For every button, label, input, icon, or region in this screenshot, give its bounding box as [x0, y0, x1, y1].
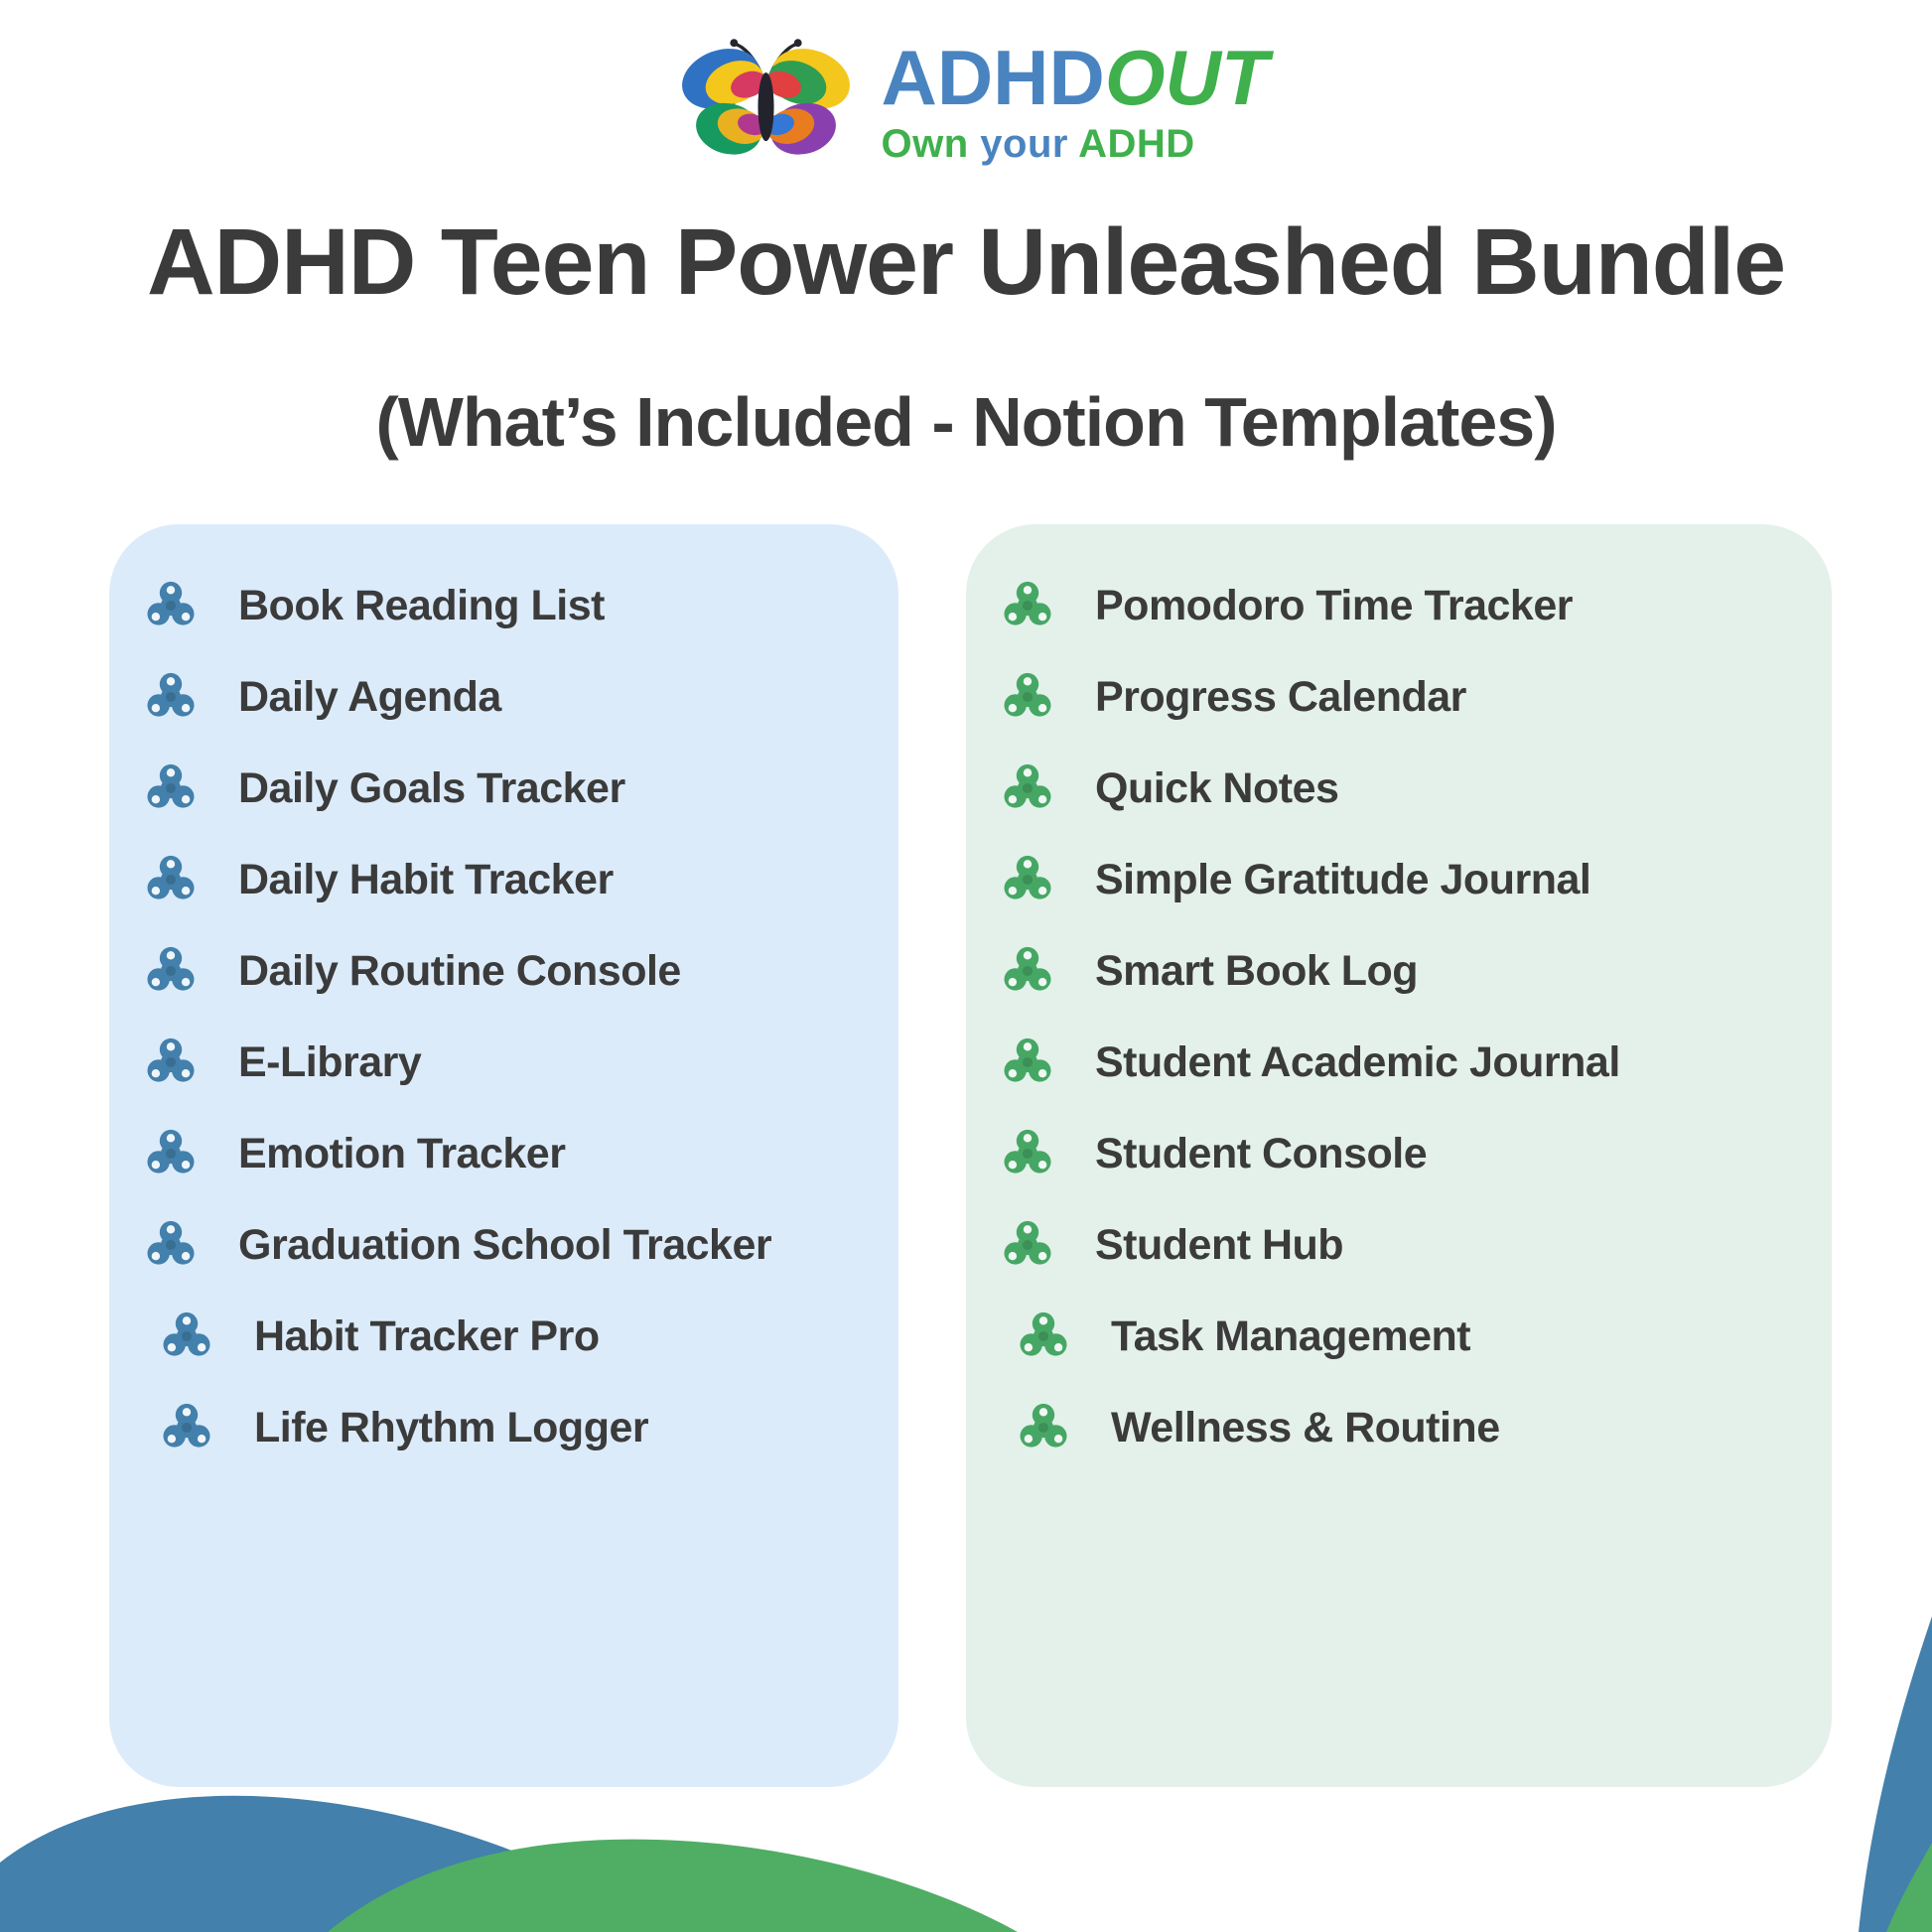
list-item [966, 834, 1832, 925]
fidget-spinner-icon [143, 760, 199, 816]
fidget-spinner-icon [1000, 1126, 1055, 1181]
page-title: ADHD Teen Power Unleashed Bundle [146, 209, 1786, 315]
template-name: Daily Agenda [238, 672, 501, 721]
template-name: Daily Habit Tracker [238, 855, 614, 903]
page-subtitle: (What’s Included - Notion Templates) [375, 383, 1557, 461]
fidget-spinner-icon [1000, 578, 1055, 633]
template-name: Daily Goals Tracker [238, 763, 625, 812]
fidget-spinner-icon [143, 1126, 199, 1181]
template-list-right [966, 524, 1832, 1473]
template-name: Simple Gratitude Journal [1095, 855, 1591, 903]
brand-word-out: OUT [1104, 33, 1269, 121]
list-item [109, 834, 898, 925]
list-item [966, 743, 1832, 834]
template-name: Pomodoro Time Tracker [1095, 581, 1573, 629]
butterfly-logo-icon [664, 34, 868, 171]
template-name: Graduation School Tracker [238, 1220, 772, 1269]
template-name: Life Rhythm Logger [254, 1403, 649, 1451]
bottom-right-wave [1803, 1604, 1932, 1932]
included-panel-left [109, 524, 898, 1787]
list-item [109, 651, 898, 743]
list-item [966, 560, 1832, 651]
brand-logo [0, 0, 1932, 171]
fidget-spinner-icon [143, 578, 199, 633]
fidget-spinner-icon [1000, 1035, 1055, 1090]
fidget-spinner-icon [1000, 669, 1055, 725]
list-item [109, 560, 898, 651]
brand-name [881, 33, 1269, 121]
fidget-spinner-icon [1000, 852, 1055, 907]
template-name: Habit Tracker Pro [254, 1311, 600, 1360]
fidget-spinner-icon [159, 1400, 214, 1455]
template-name: Daily Routine Console [238, 946, 681, 995]
template-name: Book Reading List [238, 581, 605, 629]
fidget-spinner-icon [1000, 760, 1055, 816]
brand-word-adhd: ADHD [881, 33, 1105, 121]
fidget-spinner-icon [143, 669, 199, 725]
template-name: Quick Notes [1095, 763, 1339, 812]
list-item [966, 925, 1832, 1017]
list-item [966, 1199, 1832, 1291]
tagline-word: ADHD [1078, 121, 1195, 166]
template-name: E-Library [238, 1037, 422, 1086]
fidget-spinner-icon [1000, 1217, 1055, 1273]
tagline-word: Own [881, 121, 969, 166]
fidget-spinner-icon [1000, 943, 1055, 999]
list-item [109, 1017, 898, 1108]
list-item [966, 1382, 1832, 1473]
template-name: Smart Book Log [1095, 946, 1419, 995]
list-item [109, 1291, 898, 1382]
list-item [966, 1291, 1832, 1382]
template-name: Student Console [1095, 1129, 1428, 1177]
template-list-left [109, 524, 898, 1473]
fidget-spinner-icon [1016, 1309, 1071, 1364]
list-item [109, 743, 898, 834]
fidget-spinner-icon [1016, 1400, 1071, 1455]
template-name: Emotion Tracker [238, 1129, 566, 1177]
brand-tagline [882, 122, 1269, 167]
brand-text-block [881, 33, 1269, 167]
list-item [966, 1017, 1832, 1108]
list-item [109, 1199, 898, 1291]
template-name: Student Academic Journal [1095, 1037, 1620, 1086]
bottom-left-wave [0, 1773, 1092, 1932]
tagline-word: your [980, 121, 1068, 166]
list-item [109, 925, 898, 1017]
list-item [966, 1108, 1832, 1199]
fidget-spinner-icon [143, 1217, 199, 1273]
list-item [109, 1382, 898, 1473]
fidget-spinner-icon [143, 1035, 199, 1090]
list-item [109, 1108, 898, 1199]
template-name: Wellness & Routine [1111, 1403, 1500, 1451]
template-name: Progress Calendar [1095, 672, 1466, 721]
fidget-spinner-icon [143, 852, 199, 907]
template-name: Task Management [1111, 1311, 1471, 1360]
fidget-spinner-icon [159, 1309, 214, 1364]
fidget-spinner-icon [143, 943, 199, 999]
included-panel-right [966, 524, 1832, 1787]
list-item [966, 651, 1832, 743]
template-name: Student Hub [1095, 1220, 1344, 1269]
